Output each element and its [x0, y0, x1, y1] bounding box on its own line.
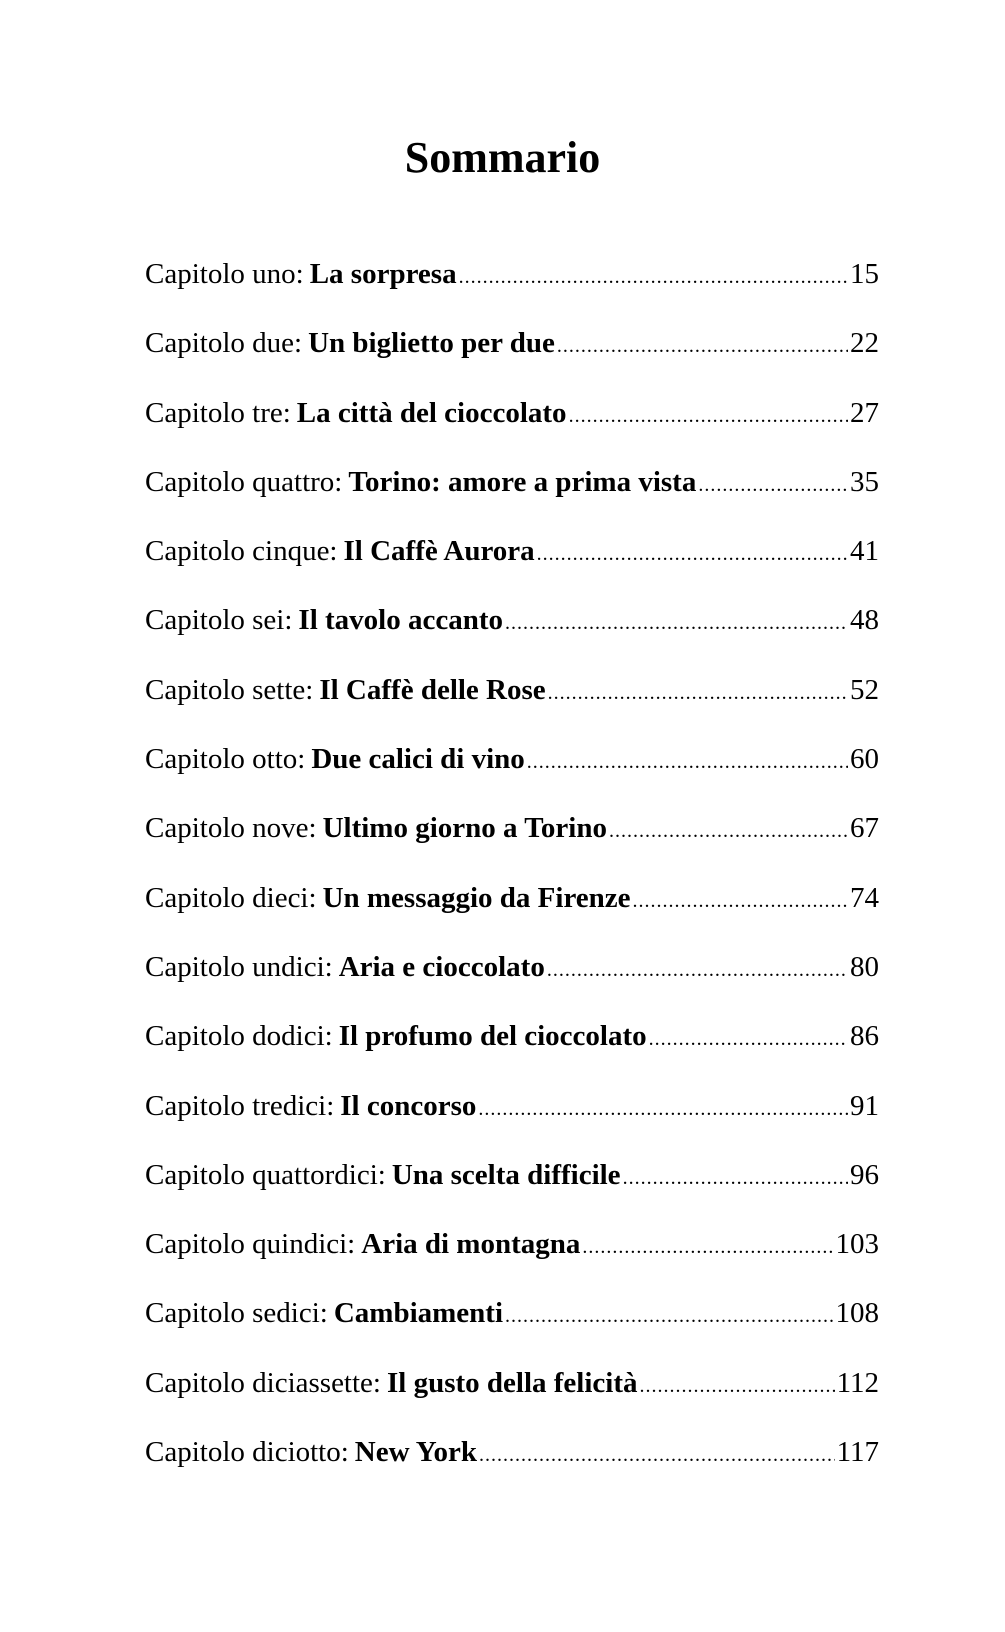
dot-leader [582, 1236, 833, 1259]
toc-entry[interactable] [145, 466, 879, 535]
chapter-label: Capitolo quindici: [145, 1228, 356, 1261]
page-number: 41 [850, 535, 879, 568]
chapter-title: Il concorso [340, 1089, 477, 1122]
dot-leader [459, 266, 848, 289]
page-number: 108 [835, 1297, 879, 1330]
chapter-title: Il tavolo accanto [298, 604, 504, 637]
chapter-label: Capitolo sei: [145, 604, 293, 637]
chapter-title: Cambiamenti [333, 1297, 504, 1330]
chapter-title: Due calici di vino [311, 743, 525, 776]
toc-entry[interactable] [145, 604, 879, 673]
dot-leader [649, 1028, 848, 1051]
toc-entry[interactable] [145, 397, 879, 466]
page-number: 103 [835, 1228, 879, 1261]
page-number: 80 [850, 950, 879, 983]
page-number: 91 [850, 1089, 879, 1122]
page-title: Sommario [404, 133, 601, 182]
page-number: 27 [850, 396, 879, 429]
toc-entry[interactable] [145, 674, 879, 743]
dot-leader [527, 751, 848, 774]
table-of-contents [145, 258, 879, 1505]
dot-leader [548, 682, 848, 705]
page-number: 48 [850, 604, 879, 637]
chapter-title: La sorpresa [309, 258, 457, 290]
chapter-label: Capitolo cinque: [145, 535, 338, 568]
chapter-label: Capitolo tredici: [145, 1089, 335, 1122]
chapter-label: Capitolo sette: [145, 673, 314, 706]
toc-entry[interactable] [145, 951, 879, 1020]
dot-leader [505, 612, 848, 635]
dot-leader [698, 474, 848, 497]
dot-leader [569, 405, 848, 428]
chapter-label: Capitolo nove: [145, 812, 317, 845]
chapter-title: Un messaggio da Firenze [322, 881, 631, 914]
chapter-label: Capitolo due: [145, 327, 303, 360]
chapter-label: Capitolo quattordici: [145, 1158, 386, 1191]
chapter-title: Il Caffè delle Rose [319, 673, 546, 706]
page-number: 117 [836, 1436, 879, 1469]
chapter-label: Capitolo quattro: [145, 465, 343, 498]
toc-entry[interactable] [145, 743, 879, 812]
toc-entry[interactable] [145, 258, 879, 327]
page-number: 86 [850, 1020, 879, 1053]
toc-entry[interactable] [145, 1436, 879, 1505]
chapter-label: Capitolo tre: [145, 396, 291, 429]
dot-leader [505, 1305, 833, 1328]
chapter-label: Capitolo uno: [145, 258, 304, 290]
chapter-label: Capitolo dieci: [145, 881, 317, 914]
chapter-title: Aria di montagna [361, 1228, 581, 1261]
dot-leader [633, 890, 848, 913]
dot-leader [478, 1098, 848, 1121]
chapter-title: New York [354, 1436, 477, 1469]
page-number: 35 [850, 465, 879, 498]
toc-entry[interactable] [145, 812, 879, 881]
chapter-label: Capitolo sedici: [145, 1297, 328, 1330]
chapter-title: Il gusto della felicità [386, 1366, 638, 1399]
page-number: 52 [850, 673, 879, 706]
chapter-title: Ultimo giorno a Torino [322, 812, 607, 845]
page-number: 112 [836, 1366, 879, 1399]
toc-entry[interactable] [145, 1228, 879, 1297]
dot-leader [547, 959, 848, 982]
dot-leader [623, 1167, 848, 1190]
toc-entry[interactable] [145, 1367, 879, 1436]
chapter-label: Capitolo diciassette: [145, 1366, 381, 1399]
dot-leader [640, 1375, 835, 1398]
page-number: 22 [850, 327, 879, 360]
toc-entry[interactable] [145, 1159, 879, 1228]
chapter-label: Capitolo undici: [145, 950, 333, 983]
dot-leader [479, 1444, 835, 1467]
page-number: 96 [850, 1158, 879, 1191]
toc-entry[interactable] [145, 1020, 879, 1089]
dot-leader [609, 820, 848, 843]
toc-entry[interactable] [145, 1297, 879, 1366]
toc-entry[interactable] [145, 327, 879, 396]
toc-entry[interactable] [145, 535, 879, 604]
page-number: 60 [850, 743, 879, 776]
toc-entry[interactable] [145, 1090, 879, 1159]
dot-leader [557, 335, 848, 358]
chapter-title: Il profumo del cioccolato [338, 1020, 647, 1053]
chapter-title: Torino: amore a prima vista [348, 465, 697, 498]
chapter-label: Capitolo diciotto: [145, 1436, 349, 1469]
chapter-title: Il Caffè Aurora [343, 535, 535, 568]
page-number: 74 [850, 881, 879, 914]
chapter-title: La città del cioccolato [296, 396, 567, 429]
chapter-title: Aria e cioccolato [338, 950, 545, 983]
chapter-label: Capitolo otto: [145, 743, 306, 776]
toc-entry[interactable] [145, 882, 879, 951]
chapter-title: Un biglietto per due [308, 327, 555, 360]
chapter-title: Una scelta difficile [391, 1158, 621, 1191]
chapter-label: Capitolo dodici: [145, 1020, 333, 1053]
page-number: 15 [850, 258, 879, 290]
dot-leader [537, 543, 848, 566]
page-number: 67 [850, 812, 879, 845]
